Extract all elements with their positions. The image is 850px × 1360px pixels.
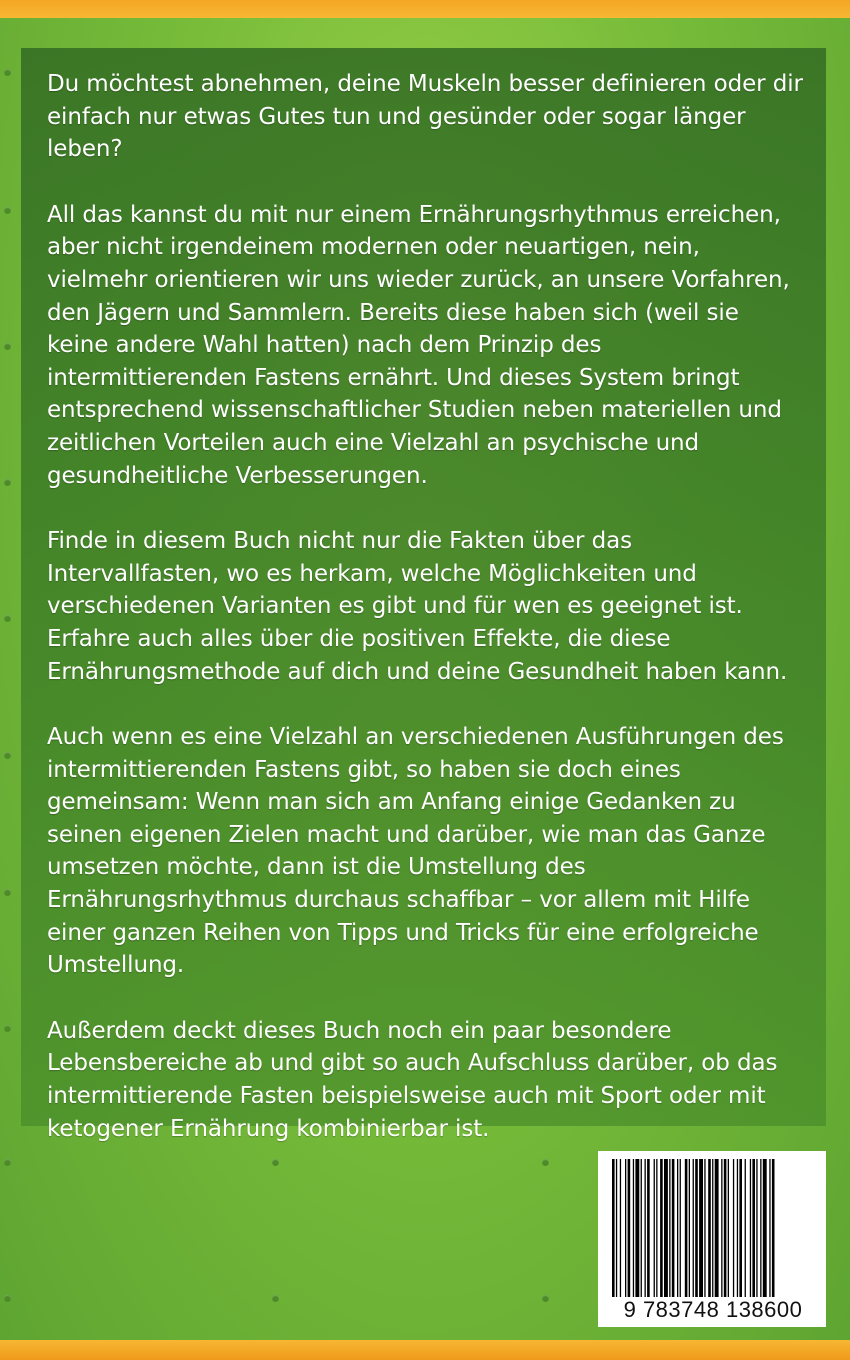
blurb-paragraph-1: Du möchtest abnehmen, deine Muskeln besser definieren oder dir einfach nur etwas Gutes tun und gesünder oder sogar länger leben? bbox=[47, 71, 803, 163]
blurb-paragraph-2: All das kannst du mit nur einem Ernährungsrhythmus erreichen, aber nicht irgendeinem modernen oder neuartigen, nein, vielmehr orientieren wir uns wieder zurück, an unsere Vorfahren, den Jägern und Sammlern. Bereits diese haben sich (weil sie keine andere Wahl hatten) nach dem Prinzip des intermittierenden Fastens ernährt. Und dieses System bringt entsprechend wissenschaftlicher Studien neben materiellen und zeitlichen Vorteilen auch eine Vielzahl an psychische und gesundheitliche Verbesserungen. bbox=[47, 201, 790, 489]
barcode-bar bbox=[739, 1159, 742, 1304]
decor-dot bbox=[4, 752, 11, 759]
decor-dot bbox=[4, 1025, 11, 1032]
barcode-bar bbox=[664, 1159, 668, 1304]
barcode-bar bbox=[752, 1159, 755, 1304]
barcode-bar bbox=[625, 1159, 626, 1304]
barcode-bar bbox=[689, 1159, 690, 1304]
decor-dot bbox=[542, 1159, 549, 1166]
barcode-bar bbox=[641, 1159, 642, 1304]
barcode-bar bbox=[760, 1159, 761, 1304]
barcode-bar bbox=[620, 1159, 621, 1304]
barcode-bar bbox=[772, 1159, 775, 1304]
barcode-bar bbox=[616, 1159, 617, 1304]
decor-dot bbox=[4, 615, 11, 622]
barcode-bar bbox=[756, 1159, 757, 1304]
barcode-bar bbox=[645, 1159, 646, 1304]
barcode-bar bbox=[628, 1159, 631, 1304]
decor-dot bbox=[542, 1295, 549, 1302]
barcode-bar bbox=[728, 1159, 729, 1304]
barcode-bar bbox=[769, 1159, 770, 1304]
barcode-bar bbox=[693, 1159, 694, 1304]
barcode-bar bbox=[647, 1159, 650, 1304]
barcode-bar bbox=[672, 1159, 675, 1304]
isbn-barcode bbox=[598, 1151, 826, 1327]
decor-dot bbox=[272, 1295, 279, 1302]
barcode-bar bbox=[656, 1159, 657, 1304]
barcode-bar bbox=[654, 1159, 655, 1304]
barcode-bar bbox=[612, 1159, 615, 1304]
barcode-bar bbox=[635, 1159, 639, 1304]
barcode-bar bbox=[677, 1159, 678, 1304]
barcode-bar bbox=[695, 1159, 698, 1304]
barcode-bar bbox=[699, 1159, 703, 1304]
decor-dot bbox=[4, 1159, 11, 1166]
blurb-panel bbox=[21, 48, 826, 1142]
barcode-bar bbox=[680, 1159, 681, 1304]
decor-dot bbox=[4, 207, 11, 214]
decor-dot bbox=[4, 889, 11, 896]
barcode-bar bbox=[763, 1159, 767, 1304]
blurb-paragraph-5: Außerdem deckt dieses Buch noch ein paar besondere Lebensbereiche ab und gibt so auch Aufschluss darüber, ob das intermittierende Fasten beispielsweise auch mit Sport oder mit ketogener Ernährung kombinierbar ist. bbox=[47, 1017, 778, 1142]
bottom-orange-stripe bbox=[0, 1340, 850, 1360]
barcode-bar bbox=[724, 1159, 727, 1304]
decor-dot bbox=[4, 479, 11, 486]
blurb-paragraph-4: Auch wenn es eine Vielzahl an verschiedenen Ausführungen des intermittierenden Fastens gibt, so haben sie doch eines gemeinsam: Wenn man sich am Anfang einige Gedanken zu seinen eigenen Zielen macht und darüber, wie man das Ganze umsetzen möchte, dann ist die Umstellung des Ernährungsrhythmus durchaus schaffbar – vor allem mit Hilfe einer ganzen Reihen von Tipps und Tricks für eine erfolgreiche Umstellung. bbox=[47, 724, 784, 979]
barcode-bar bbox=[704, 1159, 705, 1304]
barcode-bar bbox=[660, 1159, 663, 1304]
decor-dot bbox=[4, 343, 11, 350]
barcode-bar bbox=[669, 1159, 670, 1304]
decor-dot bbox=[272, 1159, 279, 1166]
barcode-bar bbox=[745, 1159, 746, 1304]
decor-dot bbox=[4, 1295, 11, 1302]
decor-dot bbox=[4, 69, 11, 76]
barcode-bar bbox=[685, 1159, 688, 1304]
top-orange-stripe bbox=[0, 0, 850, 18]
barcode-bar bbox=[721, 1159, 722, 1304]
barcode-bar bbox=[708, 1159, 711, 1304]
barcode-bar bbox=[712, 1159, 713, 1304]
isbn-number: 9 783748 138600 bbox=[602, 1297, 824, 1323]
barcode-bar bbox=[733, 1159, 734, 1304]
barcode-bar bbox=[715, 1159, 719, 1304]
barcode-bar bbox=[750, 1159, 751, 1304]
barcode-bar bbox=[737, 1159, 738, 1304]
barcode-bars bbox=[608, 1159, 816, 1311]
barcode-bar bbox=[633, 1159, 634, 1304]
blurb-paragraph-3: Finde in diesem Buch nicht nur die Fakten über das Intervallfasten, wo es herkam, welche Möglichkeiten und verschiedenen Varianten es gibt und für wen es geeignet ist. Erfahre auch alles über die positiven Effekte, die diese Ernährungsmethode auf dich und deine Gesundheit haben kann. bbox=[47, 528, 788, 685]
